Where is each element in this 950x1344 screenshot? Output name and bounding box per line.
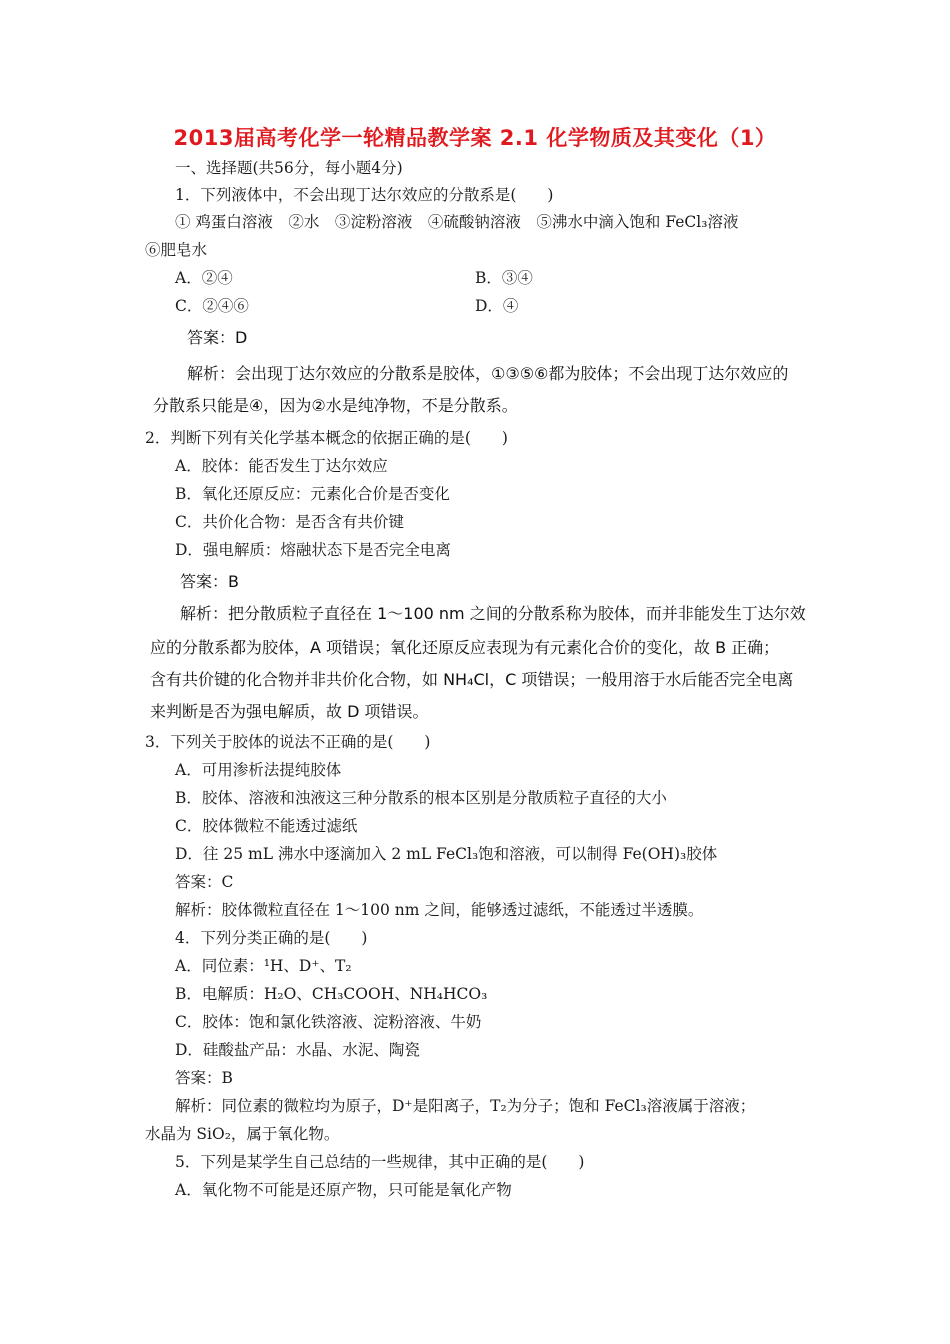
question-4-option-a: A．同位素：¹H、D⁺、T₂ [175,957,352,975]
question-1-items: ① 鸡蛋白溶液 ②水 ③淀粉溶液 ④硫酸钠溶液 ⑤沸水中滴入饱和 FeCl₃溶液 [175,213,739,231]
question-2-analysis-line-4: 来判断是否为强电解质，故 D 项错误。 [150,702,429,721]
question-4-answer: 答案：B [175,1069,233,1087]
question-2-option-c: C．共价化合物：是否含有共价键 [175,513,404,531]
question-1-items-cont: ⑥肥皂水 [145,241,208,259]
question-4-option-b: B．电解质：H₂O、CH₃COOH、NH₄HCO₃ [175,985,488,1003]
question-4-analysis-line-1: 解析：同位素的微粒均为原子，D⁺是阳离子，T₂为分子；饱和 FeCl₃溶液属于溶液； [175,1097,756,1115]
question-4-option-d: D．硅酸盐产品：水晶、水泥、陶瓷 [175,1041,420,1059]
question-1-analysis-line-2: 分散系只能是④，因为②水是纯净物，不是分散系。 [153,396,518,415]
question-2-answer: 答案：B [180,572,239,591]
question-3-answer: 答案：C [175,873,234,891]
question-3-stem: 3．下列关于胶体的说法不正确的是( ) [145,733,431,751]
question-5-stem: 5．下列是某学生自己总结的一些规律，其中正确的是( ) [175,1153,585,1171]
question-4-analysis-line-2: 水晶为 SiO₂，属于氧化物。 [145,1125,340,1143]
question-4-stem: 4．下列分类正确的是( ) [175,929,368,947]
document-title: 2013届高考化学一轮精品教学案 2.1 化学物质及其变化（1） [173,126,777,150]
question-1-answer: 答案：D [187,328,248,347]
question-2-option-a: A．胶体：能否发生丁达尔效应 [175,457,388,475]
question-2-analysis-line-3: 含有共价键的化合物并非共价化合物，如 NH₄Cl，C 项错误；一般用溶于水后能否完全电离 [150,670,794,689]
question-3-option-a: A．可用渗析法提纯胶体 [175,761,342,779]
question-2-option-b: B．氧化还原反应：元素化合价是否变化 [175,485,450,503]
question-2-stem: 2．判断下列有关化学基本概念的依据正确的是( ) [145,429,508,447]
question-2-option-d: D．强电解质：熔融状态下是否完全电离 [175,541,451,559]
question-5-option-a: A．氧化物不可能是还原产物，只可能是氧化产物 [175,1181,512,1199]
question-3-analysis: 解析：胶体微粒直径在 1～100 nm 之间，能够透过滤纸，不能透过半透膜。 [175,901,704,919]
question-4-option-c: C．胶体：饱和氯化铁溶液、淀粉溶液、牛奶 [175,1013,482,1031]
question-3-option-c: C．胶体微粒不能透过滤纸 [175,817,358,835]
section-heading: 一、选择题(共56分，每小题4分) [175,159,403,177]
question-1-stem: 1．下列液体中，不会出现丁达尔效应的分散系是( ) [175,186,554,204]
question-2-analysis-line-2: 应的分散系都为胶体，A 项错误；氧化还原反应表现为有元素化合价的变化，故 B 正确； [150,638,780,657]
question-1-option-b: B．③④ [475,269,533,287]
question-1-option-d: D．④ [475,297,519,315]
question-1-option-c: C．②④⑥ [175,297,249,315]
question-2-analysis-line-1: 解析：把分散质粒子直径在 1～100 nm 之间的分散系称为胶体，而并非能发生丁达尔效 [180,604,806,623]
question-3-option-b: B．胶体、溶液和浊液这三种分散系的根本区别是分散质粒子直径的大小 [175,789,667,807]
question-1-option-a: A．②④ [175,269,233,287]
question-3-option-d: D．往 25 mL 沸水中逐滴加入 2 mL FeCl₃饱和溶液，可以制得 Fe(OH)₃胶体 [175,845,718,863]
question-1-analysis-line-1: 解析：会出现丁达尔效应的分散系是胶体，①③⑤⑥都为胶体；不会出现丁达尔效应的 [187,364,789,383]
